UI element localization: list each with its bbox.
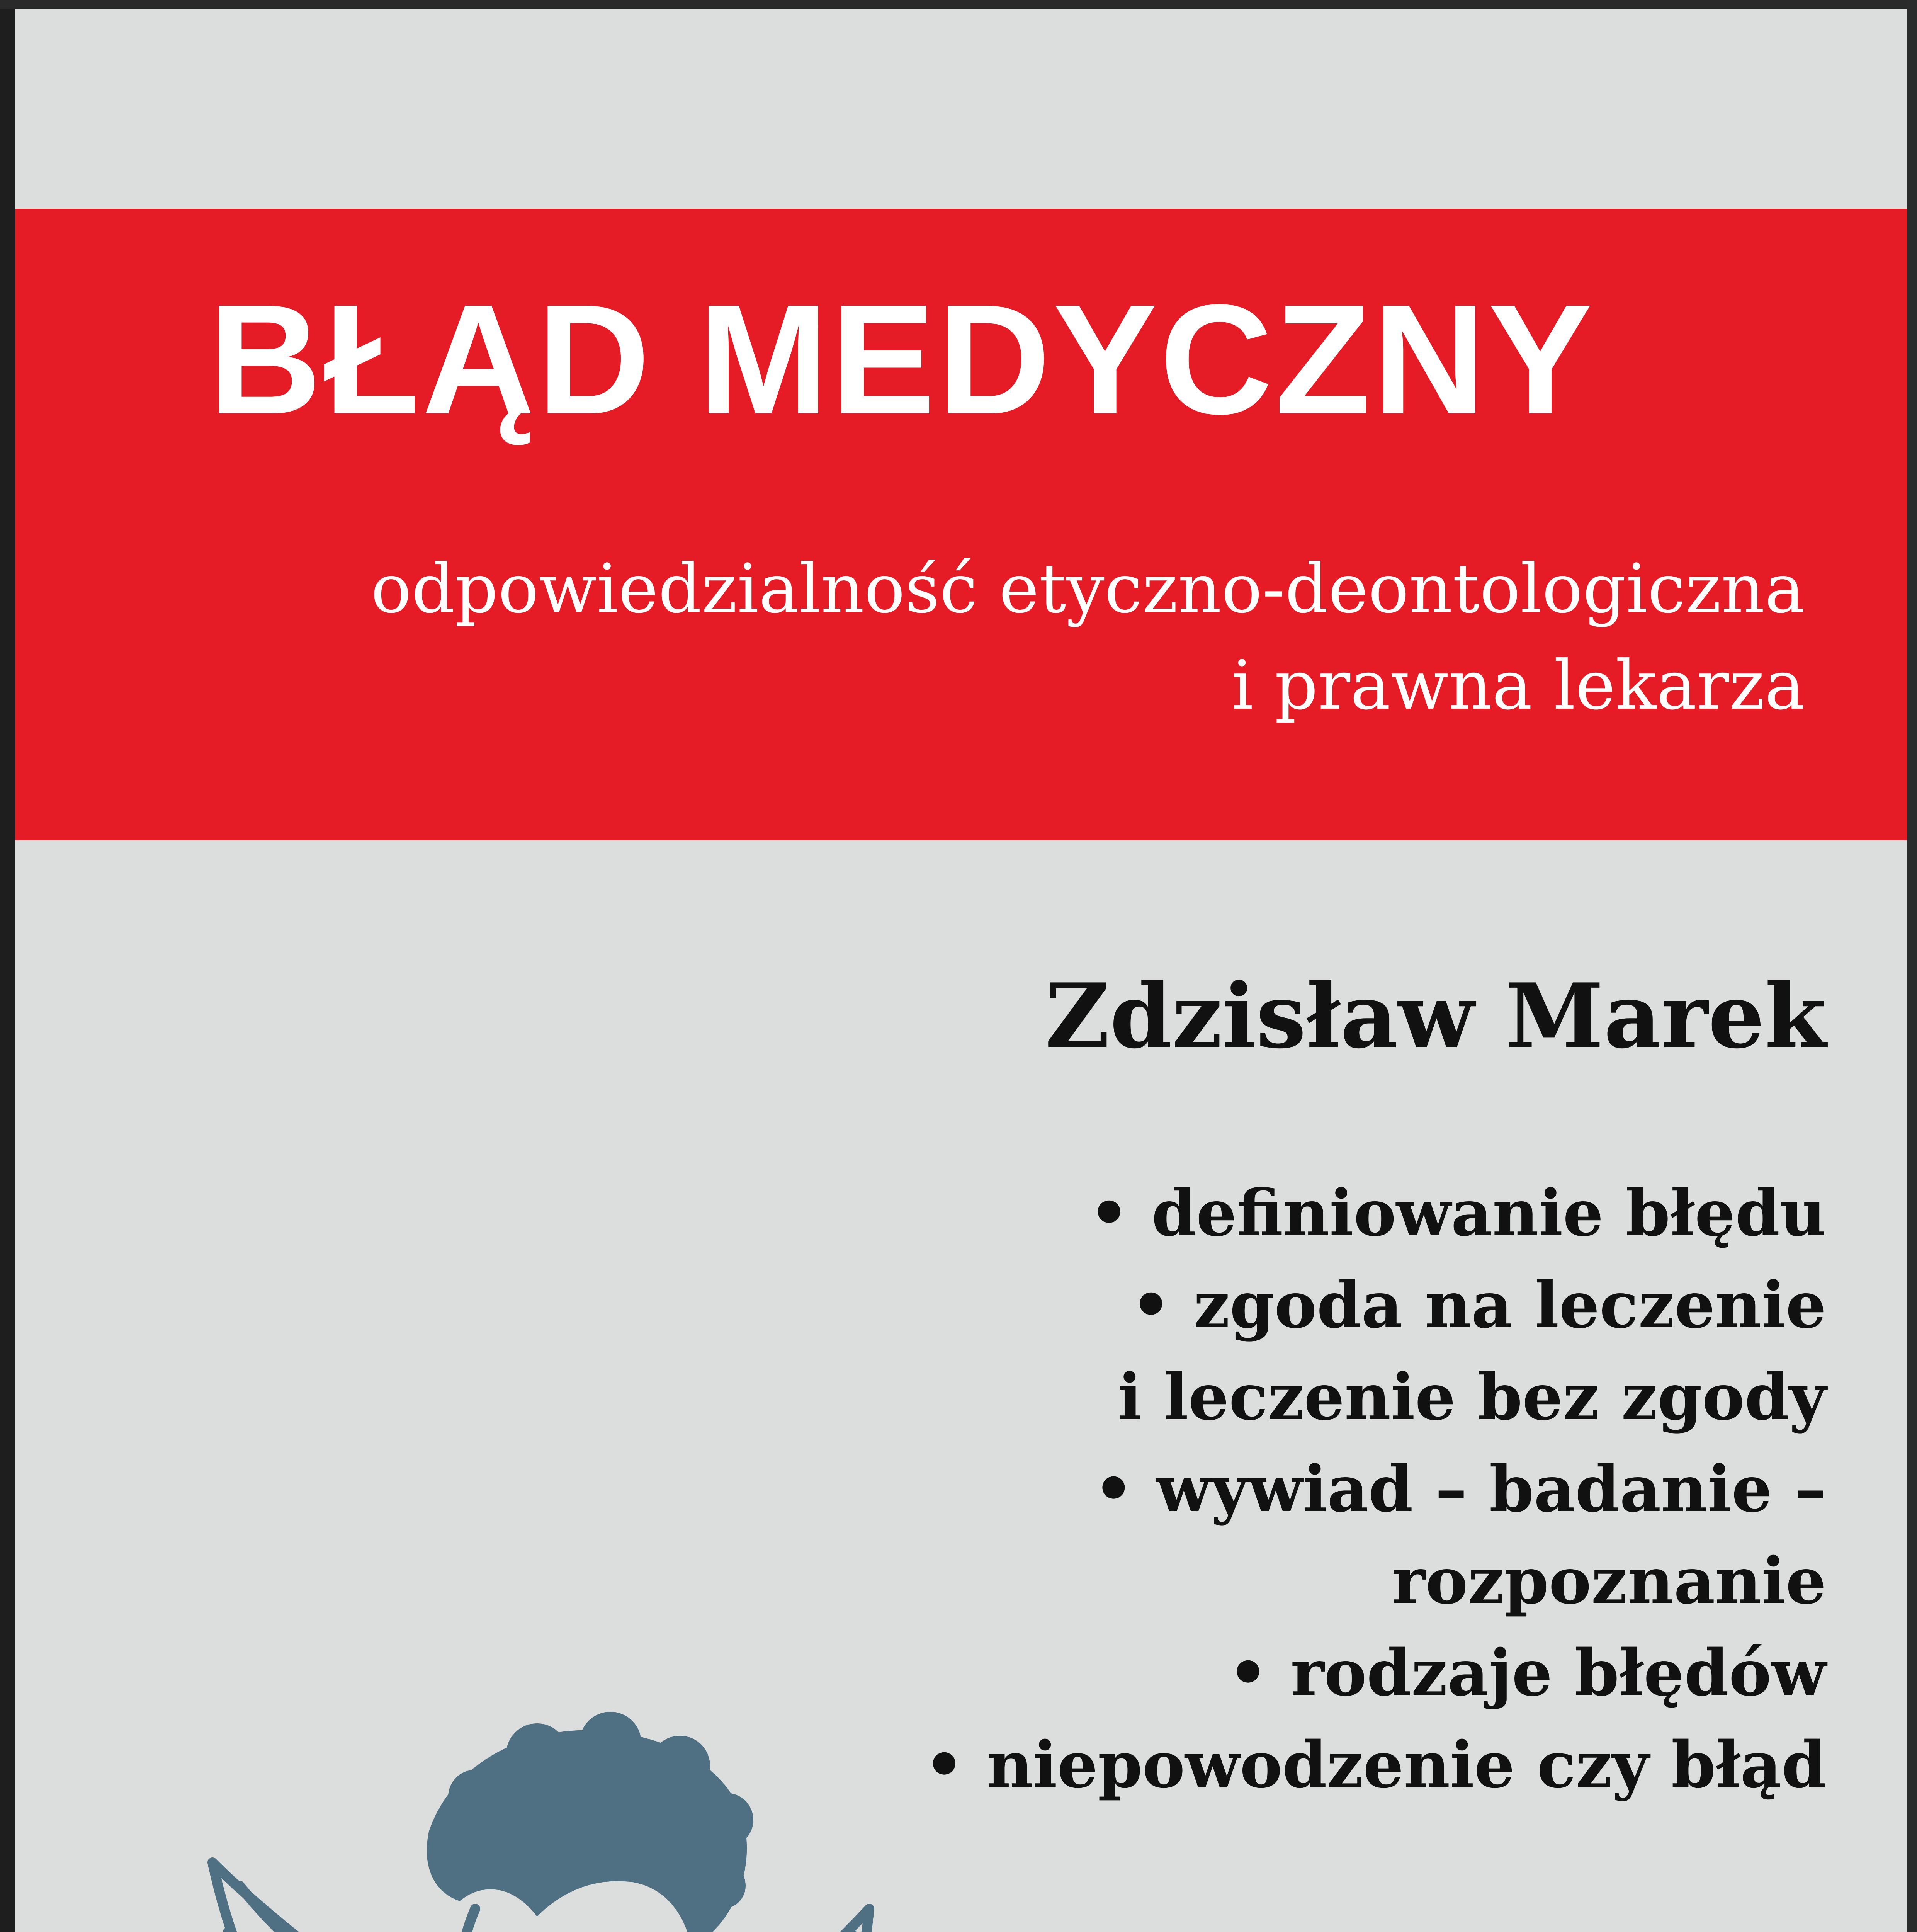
angel-illustration: [182, 1615, 916, 1932]
scan-edge-top: [0, 0, 1917, 9]
topic-item: • niepowodzenie czy błąd: [924, 1727, 1826, 1802]
topic-item: • wywiad – badanie –: [1093, 1451, 1826, 1526]
topic-item: • zgoda na leczenie: [1130, 1267, 1826, 1342]
subtitle-line-2: i prawna lekarza: [1231, 646, 1805, 725]
left-wing: [212, 1862, 398, 1932]
book-subtitle: [105, 541, 1805, 734]
topic-item: • definiowanie błędu: [1088, 1175, 1826, 1250]
scan-edge-left: [0, 0, 15, 1932]
angel-face: [459, 1909, 657, 1932]
topic-item: rozpoznanie: [1392, 1543, 1826, 1618]
scan-edge-right: [1907, 0, 1917, 1932]
topic-item: i leczenie bez zgody: [1118, 1359, 1826, 1434]
author-name: Zdzisław Marek: [1045, 964, 1826, 1068]
book-title: BŁĄD MEDYCZNY: [209, 272, 1595, 447]
subtitle-line-1: odpowiedzialność etyczno-deontologiczna: [370, 550, 1805, 628]
topic-item: • rodzaje błędów: [1227, 1635, 1826, 1710]
